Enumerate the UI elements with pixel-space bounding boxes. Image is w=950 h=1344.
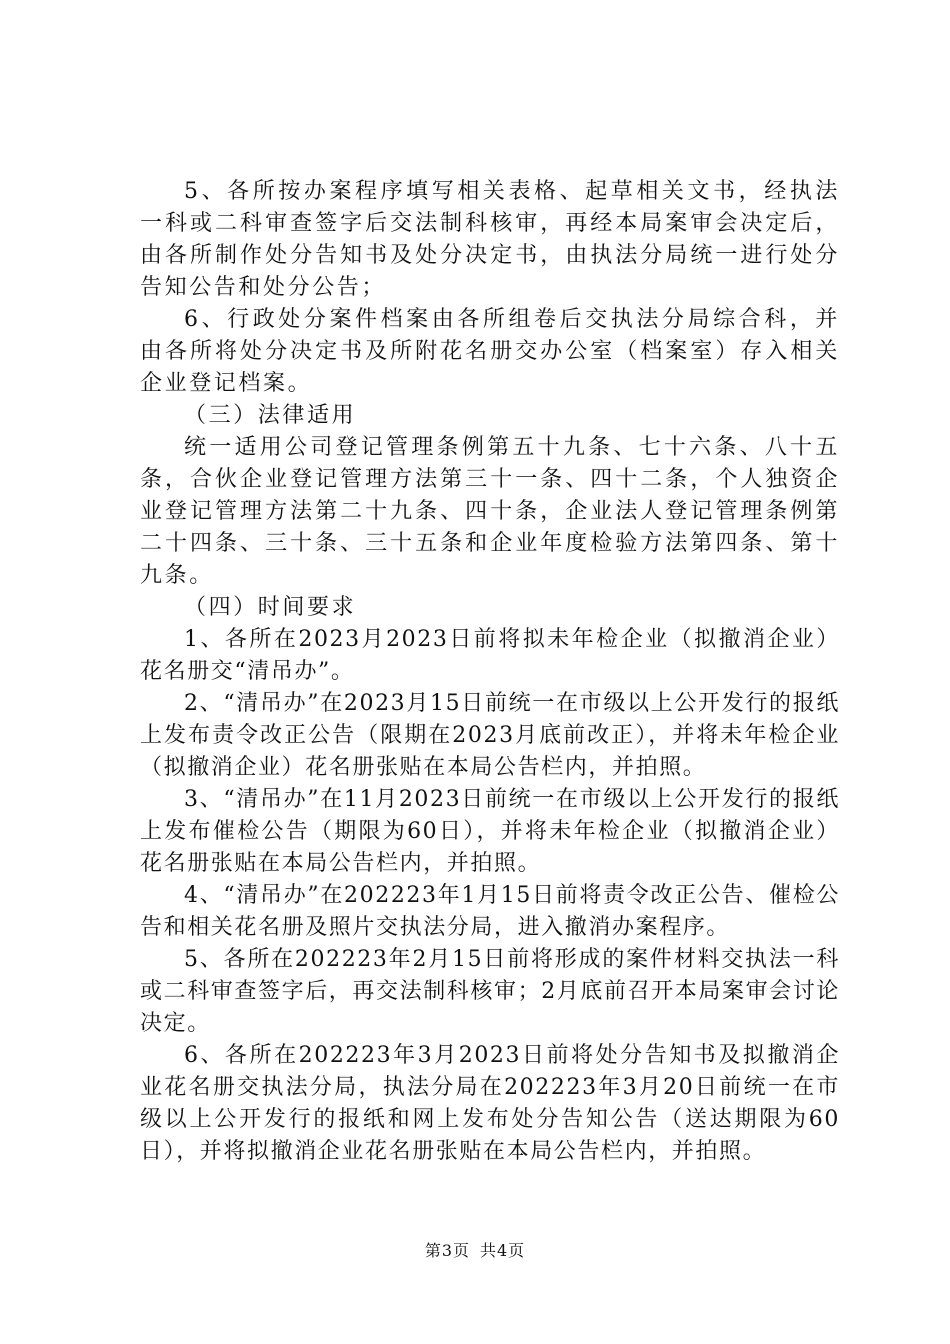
section-heading-legal: （三）法律适用: [184, 403, 357, 428]
page-number: 第3页: [424, 1241, 470, 1260]
page-total: 共4页: [480, 1241, 526, 1260]
page-footer: [0, 1240, 950, 1262]
time-item-6: 6、各所在202223年3月2023日前将处分告知书及拟撤消企业花名册交执法分局，执法分局在202223年3月20日前统一在市级以上公开发行的报纸和网上发布处分告知公告（送达期限为60日），并将拟撤消企业花名册张贴在本局公告栏内，并拍照。: [140, 1043, 840, 1164]
time-item-3: 3、“清吊办”在11月2023日前统一在市级以上公开发行的报纸上发布催检公告（期限为60日），并将未年检企业（拟撤消企业）花名册张贴在本局公告栏内，并拍照。: [140, 787, 840, 876]
time-item-5: 5、各所在202223年2月15日前将形成的案件材料交执法一科或二科审查签字后，再交法制科核审；2月底前召开本局案审会讨论决定。: [140, 947, 840, 1036]
paragraph-5: 5、各所按办案程序填写相关表格、起草相关文书，经执法一科或二科审查签字后交法制科核审，再经本局案审会决定后，由各所制作处分告知书及处分决定书，由执法分局统一进行处分告知公告和处分公告；: [140, 179, 840, 300]
document-body: [140, 176, 840, 1168]
paragraph-6: 6、行政处分案件档案由各所组卷后交执法分局综合科，并由各所将处分决定书及所附花名册交办公室（档案室）存入相关企业登记档案。: [140, 307, 840, 396]
time-item-4: 4、“清吊办”在202223年1月15日前将责令改正公告、催检公告和相关花名册及照片交执法分局，进入撤消办案程序。: [140, 883, 840, 940]
paragraph-legal: 统一适用公司登记管理条例第五十九条、七十六条、八十五条，合伙企业登记管理方法第三十一条、四十二条，个人独资企业登记管理方法第二十九条、四十条，企业法人登记管理条例第二十四条、三十条、三十五条和企业年度检验方法第四条、第十九条。: [140, 435, 840, 588]
section-heading-time: （四）时间要求: [184, 595, 357, 620]
time-item-1: 1、各所在2023月2023日前将拟未年检企业（拟撤消企业）花名册交“清吊办”。: [140, 627, 840, 684]
time-item-2: 2、“清吊办”在2023月15日前统一在市级以上公开发行的报纸上发布责令改正公告（限期在2023月底前改正），并将未年检企业（拟撤消企业）花名册张贴在本局公告栏内，并拍照。: [140, 691, 840, 780]
